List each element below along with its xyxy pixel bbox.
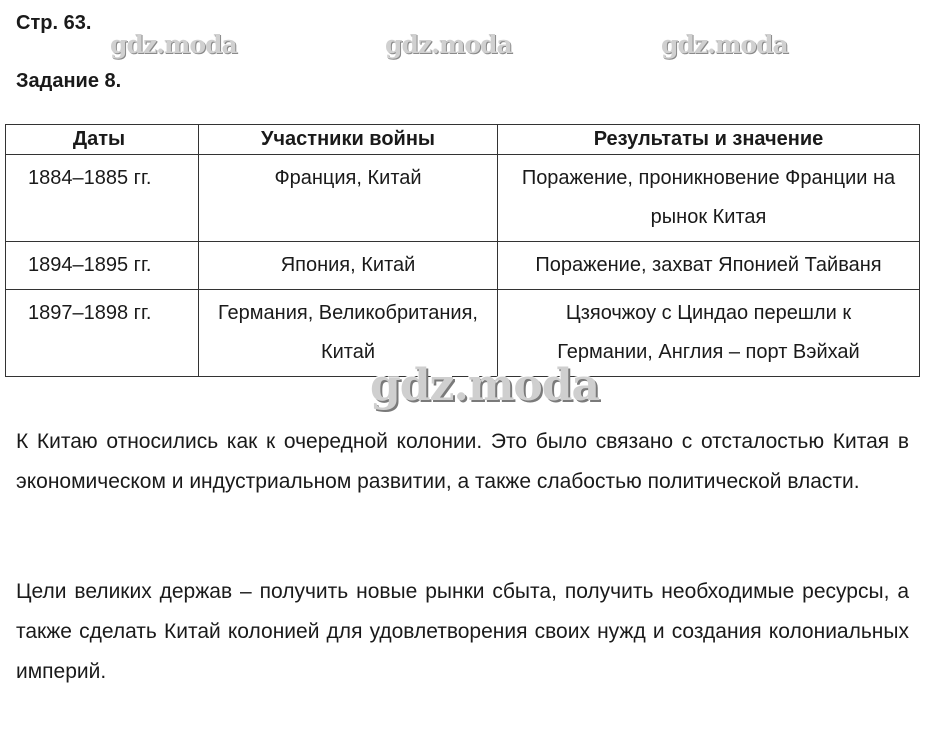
watermark: gdz.moda xyxy=(385,30,512,59)
cell-result: Поражение, захват Японией Тайваня xyxy=(498,242,920,290)
watermark: gdz.moda xyxy=(370,360,600,411)
cell-participants: Германия, Великобритания, Китай xyxy=(199,290,498,377)
watermark: gdz.moda xyxy=(110,30,237,59)
column-header-dates: Даты xyxy=(6,125,199,155)
cell-date: 1897–1898 гг. xyxy=(6,290,199,377)
column-header-results: Результаты и значение xyxy=(498,125,920,155)
task-title: Задание 8. xyxy=(16,70,122,92)
cell-participants: Япония, Китай xyxy=(199,242,498,290)
cell-result: Поражение, проникновение Франции на рынок Китая xyxy=(498,155,920,242)
cell-participants: Франция, Китай xyxy=(199,155,498,242)
table-header-row xyxy=(6,125,920,155)
paragraph: Цели великих держав – получить новые рынки сбыта, получить необходимые ресурсы, а также сделать Китай колонией для удовлетворения своих нужд и создания колониальных империй. xyxy=(16,580,909,683)
page-number: Стр. 63. xyxy=(16,12,92,34)
cell-date: 1884–1885 гг. xyxy=(6,155,199,242)
paragraph: К Китаю относились как к очередной колонии. Это было связано с отсталостью Китая в экономическом и индустриальном развитии, а также слабостью политической власти. xyxy=(16,430,909,493)
wars-table xyxy=(5,124,920,377)
cell-result: Цзяочжоу с Циндао перешли к Германии, Англия – порт Вэйхай xyxy=(498,290,920,377)
table-row xyxy=(6,155,920,242)
watermark: gdz.moda xyxy=(661,30,788,59)
column-header-participants: Участники войны xyxy=(199,125,498,155)
table-row xyxy=(6,242,920,290)
cell-date: 1894–1895 гг. xyxy=(6,242,199,290)
